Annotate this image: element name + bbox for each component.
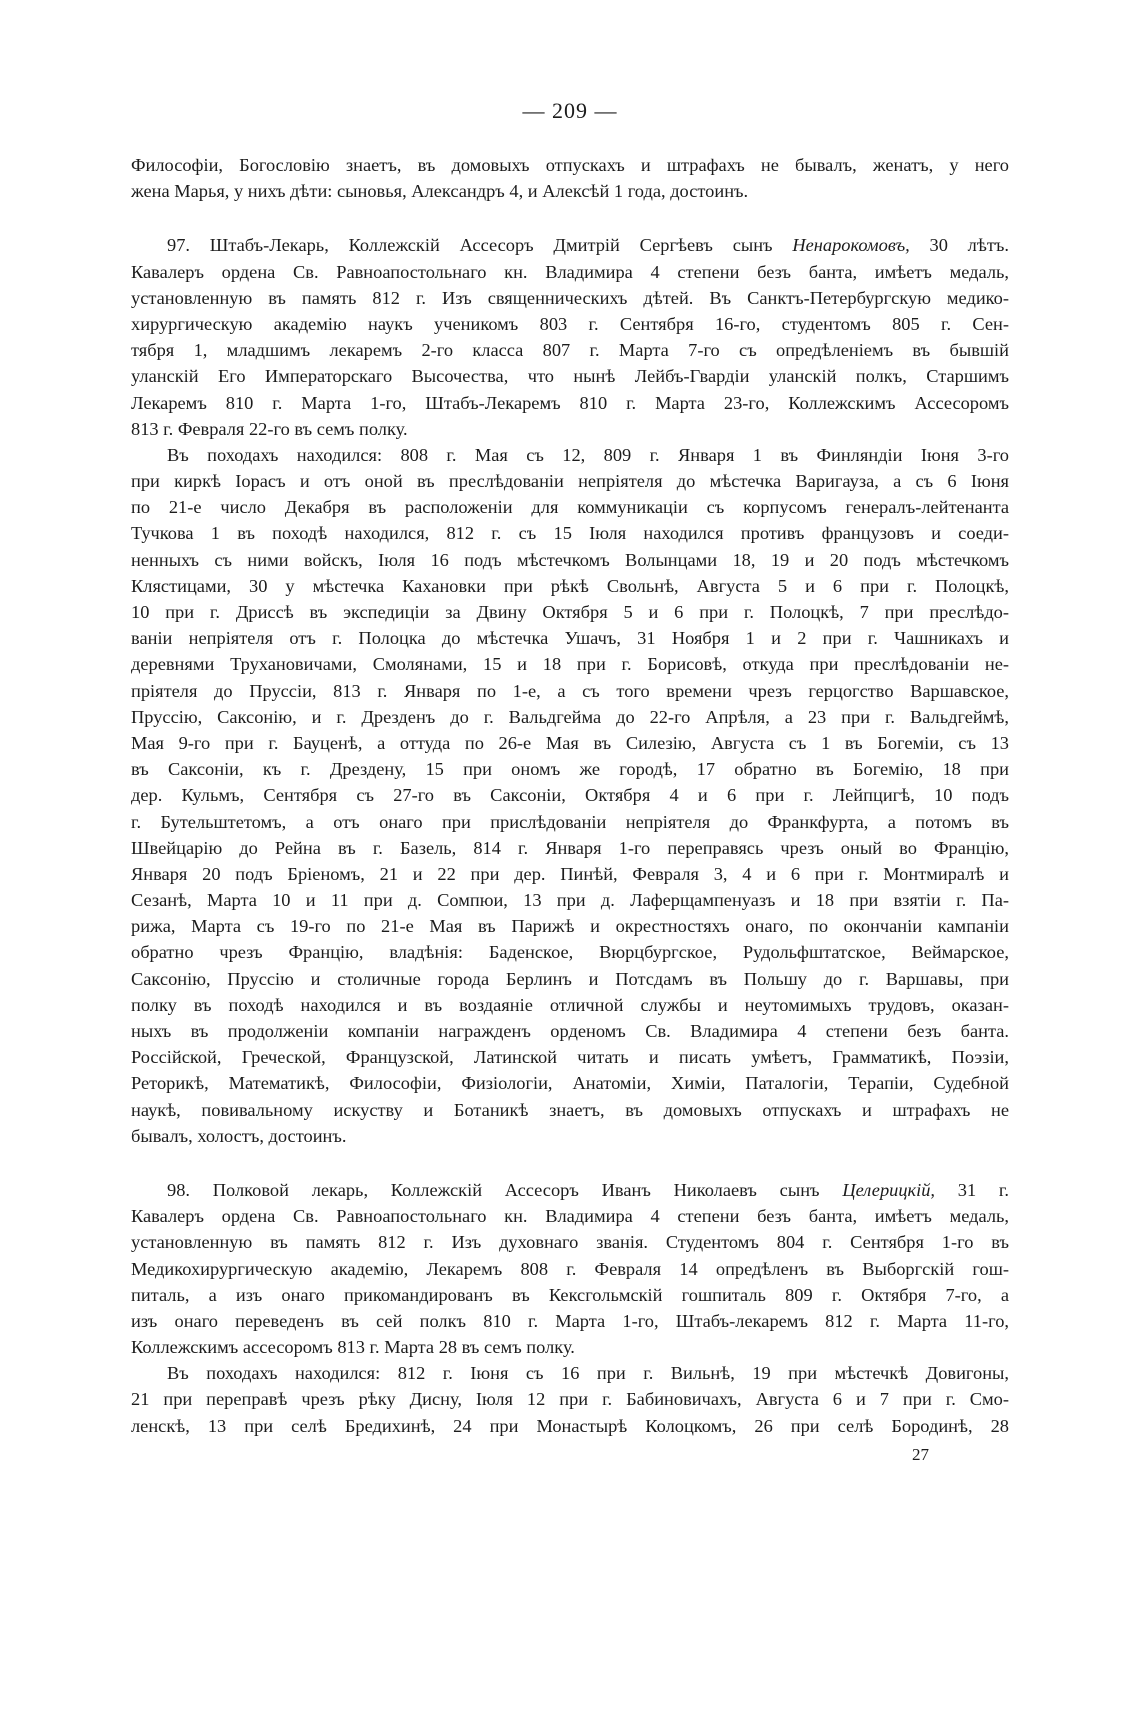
- person-name: Целерицкій,: [842, 1179, 936, 1200]
- text-line: тября 1, младшимъ лекаремъ 2-го класса 807 г. Марта 7-го съ опредѣленіемъ въ бывшій: [131, 340, 1009, 361]
- text-line: Клястицами, 30 у мѣстечка Кахановки при рѣкѣ Свольнѣ, Августа 5 и 6 при г. Полоцкѣ,: [131, 575, 1009, 596]
- text-line: 10 при г. Дриссѣ въ экспедиціи за Двину Октября 5 и 6 при г. Полоцкѣ, 7 при преслѣдо-: [131, 602, 1009, 622]
- text-line: бывалъ, холостъ, достоинъ.: [131, 1125, 347, 1146]
- text-line: Коллежскимъ ассесоромъ 813 г. Марта 28 въ семъ полку.: [131, 1337, 575, 1358]
- text-line: уланскій Его Императорскаго Высочества, что нынѣ Лейбъ-Гвардіи уланскій полкъ, Старшимъ: [131, 366, 1009, 387]
- text-line: 21 при переправѣ чрезъ рѣку Дисну, Іюля 12 при г. Бабиновичахъ, Августа 6 и 7 при г. Смо-: [131, 1389, 1009, 1410]
- text-line: изъ онаго переведенъ въ сей полкъ 810 г. Марта 1-го, Штабъ-лекаремъ 812 г. Марта 11-го,: [131, 1310, 1009, 1331]
- text-line: Саксонію, Пруссію и столичные города Берлинъ и Потсдамъ въ Польшу до г. Варшавы, при: [131, 968, 1009, 989]
- signature-mark: 27: [912, 1445, 929, 1464]
- text-line: установленную въ память 812 г. Изъ священническихъ дѣтей. Въ Санктъ-Петербургскую медико-: [131, 287, 1009, 308]
- text-line: Въ походахъ находился: 808 г. Мая съ 12, 809 г. Января 1 въ Финляндіи Іюня 3-го: [167, 444, 1009, 465]
- text-line: при киркѣ Іорасъ и отъ оной въ преслѣдованіи непріятеля до мѣстечка Варигауза, а съ 6 Іюня: [131, 471, 1009, 492]
- person-name: Ненарокомовъ,: [792, 235, 910, 256]
- entry-heading: [131, 1177, 1009, 1203]
- text-line: Января 20 подъ Бріеномъ, 21 и 22 при дер. Пинѣй, Февраля 3, 4 и 6 при г. Монтмиралѣ и: [131, 863, 1009, 884]
- text-line: г. Бутельштетомъ, а отъ онаго при прислѣдованіи непріятеля до Франкфурта, а потомъ въ: [131, 811, 1009, 832]
- campaigns-paragraph: [131, 442, 1009, 1149]
- text-line: установленную въ память 812 г. Изъ духовнаго званія. Студентомъ 804 г. Сентября 1-го въ: [131, 1232, 1009, 1253]
- text-line: обратно чрезъ Францію, владѣнія: Баденское, Вюрцбургское, Рудольфштатское, Веймарское,: [131, 942, 1009, 963]
- text-line: Тучкова 1 въ походѣ находился, 812 г. съ 15 Іюля находился противъ французовъ и соеди-: [131, 523, 1009, 544]
- text-line: Философіи, Богословію знаетъ, въ домовыхъ отпускахъ и штрафахъ не бывалъ, женатъ, у него: [131, 155, 1009, 175]
- entry-heading-text: 98. Полковой лекарь, Коллежскій Ассесоръ Иванъ Николаевъ сынъ: [167, 1179, 843, 1200]
- text-line: Лекаремъ 810 г. Марта 1-го, Штабъ-Лекаремъ 810 г. Марта 23-го, Коллежскимъ Ассесоромъ: [131, 392, 1009, 413]
- text-line: по 21-е число Декабря въ расположеніи для коммуникаціи съ корпусомъ генералъ-лейтенанта: [131, 497, 1009, 518]
- text-line: Кавалеръ ордена Св. Равноапостольнаго кн. Владимира 4 степени безъ банта, имѣетъ медаль,: [131, 261, 1009, 282]
- text-line: ленскѣ, 13 при селѣ Бредихинѣ, 24 при Монастырѣ Колоцкомъ, 26 при селѣ Бородинѣ, 28: [131, 1415, 1009, 1436]
- text-line: въ Саксоніи, къ г. Дрездену, 15 при ономъ же городѣ, 17 обратно въ Богемію, 18 при: [131, 759, 1009, 780]
- text-line: Сезанѣ, Марта 10 и 11 при д. Сомпюи, 13 при д. Лаферщампенуазъ и 18 при взятіи г. Па-: [131, 890, 1009, 911]
- entry-heading: [131, 232, 1009, 258]
- text-line: Въ походахъ находился: 812 г. Іюня съ 16 при г. Вильнѣ, 19 при мѣстечкѣ Довигоны,: [167, 1363, 1009, 1384]
- text-line: Мая 9-го при г. Бауценѣ, а оттуда по 26-е Мая въ Силезію, Августа съ 1 въ Богеміи, съ 13: [131, 732, 1009, 753]
- text-line: Швейцарію до Рейна въ г. Базель, 814 г. Января 1-го переправясь чрезъ оный во Францію,: [131, 837, 1009, 858]
- entry-98: [131, 1177, 1009, 1439]
- text-line: жена Марья, у нихъ дѣти: сыновья, Александръ 4, и Алексѣй 1 года, достоинъ.: [131, 181, 749, 202]
- text-line: ныхъ въ продолженіи компаніи награжденъ орденомъ Св. Владимира 4 степени безъ банта.: [131, 1021, 1009, 1041]
- entry-heading-age: 31 г.: [935, 1179, 1010, 1200]
- text-line: 813 г. Февраля 22-го въ семъ полку.: [131, 418, 408, 439]
- intro-paragraph: [131, 152, 1009, 204]
- text-line: дер. Кульмъ, Сентября съ 27-го въ Саксоніи, Октября 4 и 6 при г. Лейпцигѣ, 10 подъ: [131, 785, 1009, 806]
- text-line: пріятеля до Пруссіи, 813 г. Января по 1-е, а съ того времени чрезъ герцогство Варшавское,: [131, 680, 1009, 701]
- entry-heading-age: 30 лѣтъ.: [909, 235, 1009, 256]
- campaigns-paragraph: [131, 1360, 1009, 1439]
- text-line: Россійской, Греческой, Французской, Латинской читать и писать умѣетъ, Грамматикѣ, Поэзіи,: [131, 1047, 1009, 1068]
- text-line: Медикохирургическую академію, Лекаремъ 808 г. Февраля 14 опредѣленъ въ Выборгскій гош-: [131, 1258, 1009, 1279]
- entry-97: [131, 232, 1009, 1149]
- text-line: деревнями Трухановичами, Смолянами, 15 и 18 при г. Борисовѣ, откуда при преслѣдованіи не-: [131, 654, 1009, 675]
- text-line: Пруссію, Саксонію, и г. Дрезденъ до г. Вальдгейма до 22-го Апрѣля, а 23 при г. Вальдгеймѣ,: [131, 706, 1009, 727]
- text-line: полку въ походѣ находился и въ воздаяніе отличной службы и неутомимыхъ трудовъ, оказан-: [131, 994, 1009, 1015]
- text-line: Кавалеръ ордена Св. Равноапостольнаго кн. Владимира 4 степени безъ банта, имѣетъ медаль,: [131, 1206, 1009, 1227]
- text-line: ненныхъ съ ними войскъ, Іюля 16 подъ мѣстечкомъ Волынцами 18, 19 и 20 подъ мѣстечкомъ: [131, 549, 1009, 570]
- text-line: питаль, а изъ онаго прикомандированъ въ Кексгольмскій гошпиталь 809 г. Октября 7-го, а: [131, 1284, 1009, 1305]
- page-number: — 209 —: [522, 98, 618, 123]
- entry-heading-text: 97. Штабъ-Лекарь, Коллежскій Ассесоръ Дмитрій Сергѣевъ сынъ: [167, 235, 793, 256]
- text-line: наукѣ, повивальному искуству и Ботаникѣ знаетъ, въ домовыхъ отпускахъ и штрафахъ не: [131, 1099, 1009, 1120]
- text-body: [131, 152, 1009, 1439]
- text-line: рижа, Марта съ 19-го по 21-е Мая въ Парижѣ и окрестностяхъ онаго, по окончаніи кампаніи: [131, 916, 1009, 937]
- text-line: Реторикѣ, Математикѣ, Философіи, Физіологіи, Анатоміи, Химіи, Паталогіи, Терапіи, Судебной: [131, 1073, 1009, 1094]
- text-line: хирургическую академію наукъ ученикомъ 803 г. Сентября 16-го, студентомъ 805 г. Сен-: [131, 313, 1009, 334]
- text-line: ваніи непріятеля отъ г. Полоцка до мѣстечка Ушачъ, 31 Ноября 1 и 2 при г. Чашникахъ и: [131, 628, 1009, 649]
